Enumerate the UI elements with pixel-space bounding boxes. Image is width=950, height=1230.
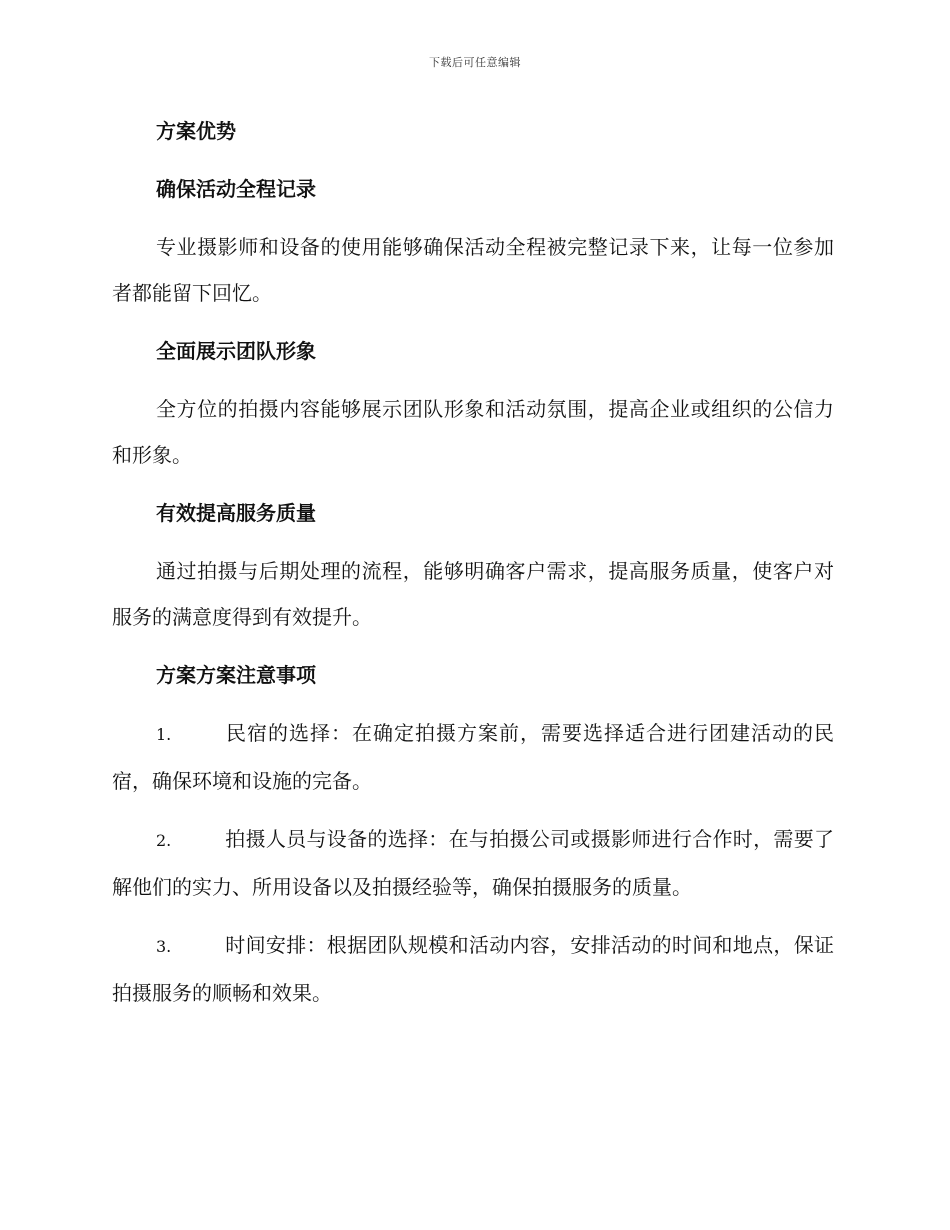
list-number: 3. <box>156 937 172 956</box>
list-item-text: 民宿的选择：在确定拍摄方案前，需要选择适合进行团建活动的民宿，确保环境和设施的完备。 <box>112 721 834 793</box>
list-item <box>112 816 834 910</box>
paragraph-service-quality: 通过拍摄与后期处理的流程，能够明确客户需求，提高服务质量，使客户对服务的满意度得到有效提升。 <box>112 559 834 629</box>
paragraph-recording: 专业摄影师和设备的使用能够确保活动全程被完整记录下来，让每一位参加者都能留下回忆。 <box>112 235 834 305</box>
list-number: 2. <box>156 831 172 850</box>
subsection-title-service-quality: 有效提高服务质量 <box>156 501 316 525</box>
page-header-note: 下载后可任意编辑 <box>429 56 521 69</box>
subsection-title-team-image: 全面展示团队形象 <box>156 339 316 363</box>
list-item <box>112 922 834 1016</box>
subsection-title-recording: 确保活动全程记录 <box>156 177 316 201</box>
document-body <box>112 108 834 1028</box>
list-item-text: 时间安排：根据团队规模和活动内容，安排活动的时间和地点，保证拍摄服务的顺畅和效果。 <box>112 933 834 1005</box>
notes-title: 方案方案注意事项 <box>156 663 316 687</box>
list-item-text: 拍摄人员与设备的选择：在与拍摄公司或摄影师进行合作时，需要了解他们的实力、所用设备以及拍摄经验等，确保拍摄服务的质量。 <box>112 827 834 899</box>
list-number: 1. <box>156 725 172 744</box>
section-title: 方案优势 <box>156 119 236 143</box>
list-item <box>112 710 834 804</box>
paragraph-team-image: 全方位的拍摄内容能够展示团队形象和活动氛围，提高企业或组织的公信力和形象。 <box>112 397 834 467</box>
